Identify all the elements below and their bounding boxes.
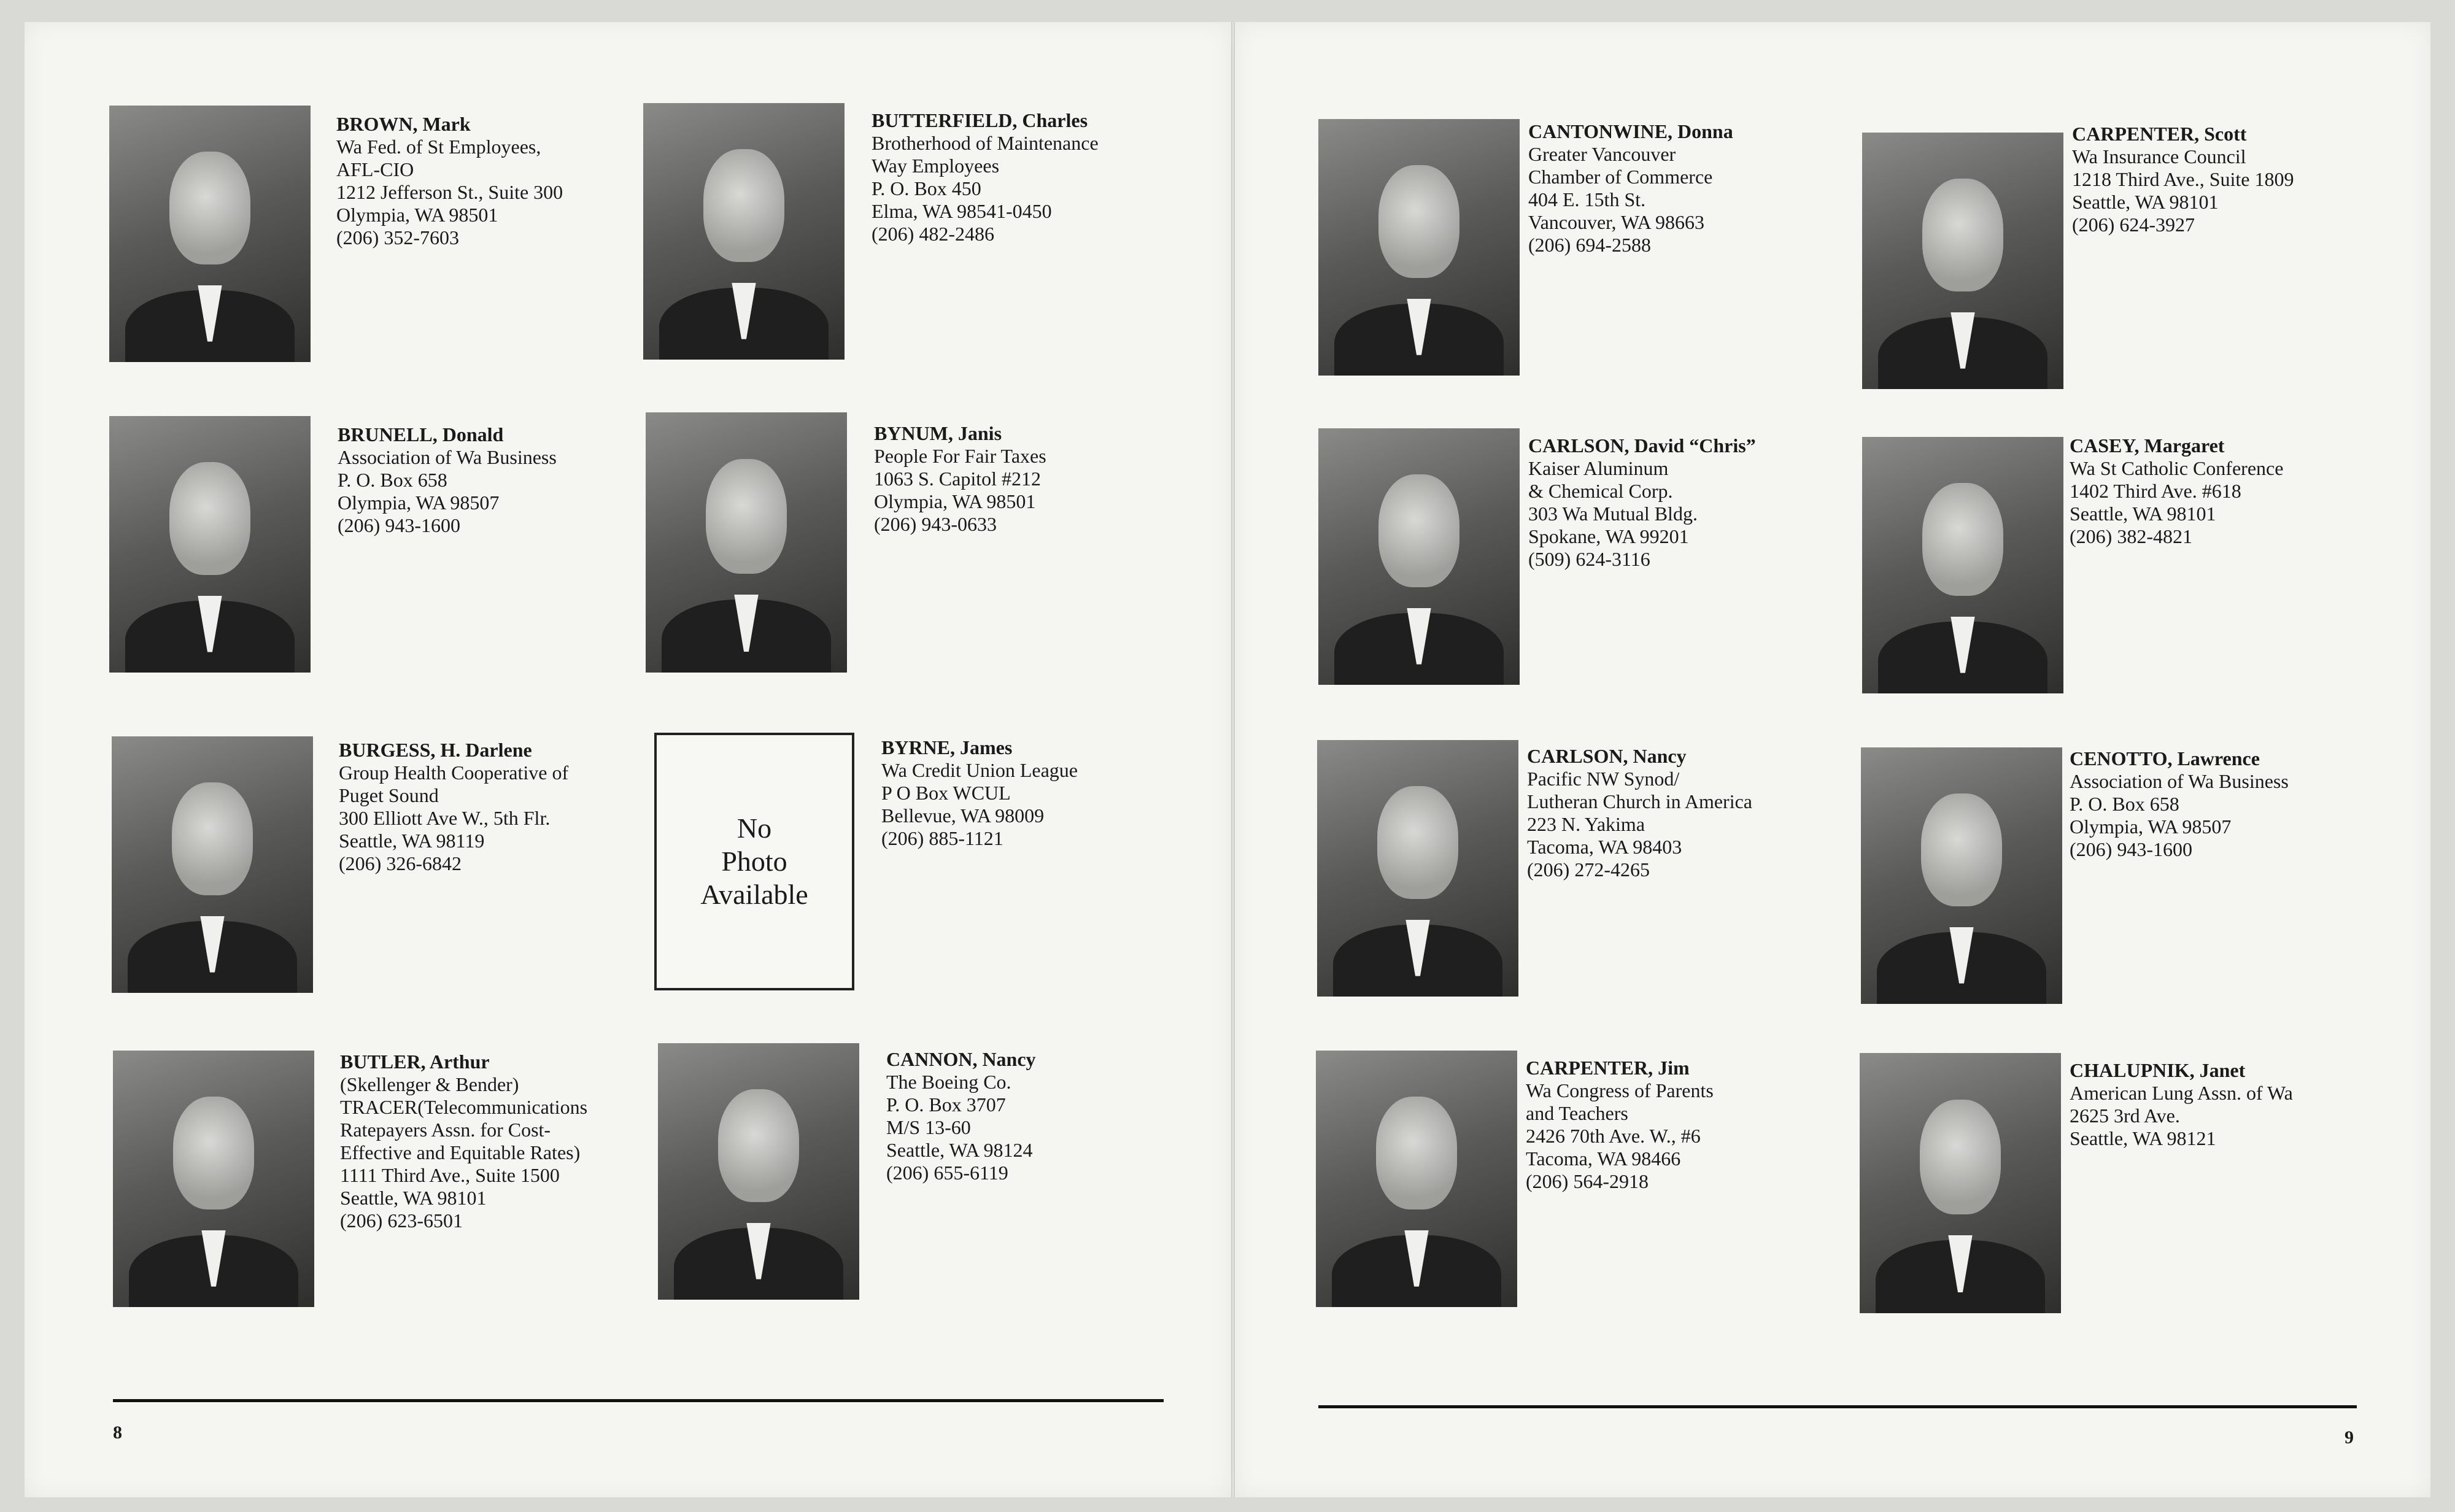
entry-name: BUTTERFIELD, Charles [872, 109, 1088, 131]
entry-line: Tacoma, WA 98403 [1527, 836, 1682, 858]
right-page [1235, 22, 2430, 1497]
entry-line: (206) 482-2486 [872, 223, 994, 245]
footer-rule [1318, 1405, 2357, 1408]
entry-line: Association of Wa Business [338, 446, 557, 468]
entry-line: Seattle, WA 98101 [2070, 503, 2216, 525]
no-photo-text: Available [700, 879, 808, 910]
entry-line: Wa Credit Union League [881, 759, 1078, 781]
directory-entry [2070, 747, 2289, 861]
entry-line: 303 Wa Mutual Bldg. [1528, 503, 1698, 525]
entry-name: BYRNE, James [881, 736, 1013, 758]
entry-line: Bellevue, WA 98009 [881, 804, 1045, 827]
entry-line: 223 N. Yakima [1527, 813, 1645, 835]
portrait-photo [1316, 1051, 1517, 1307]
entry-line: 1063 S. Capitol #212 [874, 468, 1042, 490]
portrait-photo [1861, 747, 2062, 1004]
entry-line: Seattle, WA 98121 [2070, 1127, 2216, 1149]
entry-line: Association of Wa Business [2070, 770, 2289, 792]
page-number: 9 [2345, 1427, 2354, 1448]
entry-line: P. O. Box 658 [2070, 793, 2179, 815]
entry-line: M/S 13-60 [886, 1116, 971, 1138]
directory-entry [881, 736, 1078, 850]
entry-name: CENOTTO, Lawrence [2070, 747, 2260, 770]
entry-name: CHALUPNIK, Janet [2070, 1059, 2246, 1081]
portrait-photo [643, 103, 845, 360]
entry-name: CARPENTER, Jim [1526, 1057, 1690, 1079]
entry-line: Lutheran Church in America [1527, 790, 1752, 812]
directory-entry [1526, 1057, 1714, 1193]
directory-entry [2070, 1059, 2293, 1150]
entry-line: Seattle, WA 98101 [340, 1187, 487, 1209]
entry-line: 1111 Third Ave., Suite 1500 [340, 1164, 560, 1186]
directory-entry [2072, 123, 2294, 236]
directory-entry [339, 739, 568, 875]
portrait-photo [1862, 133, 2063, 389]
footer-rule [113, 1399, 1164, 1402]
entry-line: (206) 382-4821 [2070, 525, 2192, 547]
portrait-photo [1862, 437, 2063, 693]
entry-line: TRACER(Telecommunications [340, 1096, 588, 1118]
left-page [25, 22, 1231, 1497]
entry-line: Seattle, WA 98119 [339, 830, 485, 852]
entry-line: Kaiser Aluminum [1528, 457, 1669, 479]
page-number: 8 [113, 1422, 122, 1443]
entry-line: & Chemical Corp. [1528, 480, 1673, 502]
entry-line: (206) 564-2918 [1526, 1170, 1649, 1192]
entry-name: CARPENTER, Scott [2072, 123, 2247, 145]
entry-line: 1218 Third Ave., Suite 1809 [2072, 168, 2294, 190]
entry-line: Olympia, WA 98507 [2070, 816, 2232, 838]
entry-line: Seattle, WA 98124 [886, 1139, 1033, 1161]
portrait-photo [109, 416, 311, 673]
entry-line: (509) 624-3116 [1528, 548, 1650, 570]
entry-line: (Skellenger & Bender) [340, 1073, 519, 1095]
entry-line: (206) 943-1600 [338, 514, 460, 536]
entry-line: (206) 624-3927 [2072, 214, 2195, 236]
directory-entry [872, 109, 1099, 245]
portrait-photo [1317, 740, 1518, 997]
entry-name: CARLSON, Nancy [1527, 745, 1687, 767]
entry-line: Olympia, WA 98501 [336, 204, 498, 226]
entry-line: (206) 272-4265 [1527, 858, 1650, 881]
entry-line: Way Employees [872, 155, 1000, 177]
directory-entry [874, 422, 1046, 536]
entry-line: 404 E. 15th St. [1528, 188, 1646, 210]
entry-line: P O Box WCUL [881, 782, 1011, 804]
no-photo-placeholder [654, 733, 854, 990]
directory-entry [338, 423, 557, 537]
directory-entry [336, 113, 563, 249]
entry-line: AFL-CIO [336, 158, 414, 180]
entry-line: P. O. Box 3707 [886, 1094, 1006, 1116]
entry-name: BUTLER, Arthur [340, 1051, 490, 1073]
entry-line: Puget Sound [339, 784, 439, 806]
entry-line: Olympia, WA 98501 [874, 490, 1036, 512]
portrait-photo [658, 1043, 859, 1300]
entry-name: CASEY, Margaret [2070, 434, 2225, 457]
entry-line: Seattle, WA 98101 [2072, 191, 2219, 213]
entry-line: (206) 885-1121 [881, 827, 1003, 849]
entry-line: 2426 70th Ave. W., #6 [1526, 1125, 1701, 1147]
directory-entry [2070, 434, 2283, 548]
entry-line: Olympia, WA 98507 [338, 492, 500, 514]
portrait-photo [646, 412, 847, 673]
entry-name: CANTONWINE, Donna [1528, 120, 1733, 142]
entry-name: CARLSON, David “Chris” [1528, 434, 1756, 457]
entry-line: 300 Elliott Ave W., 5th Flr. [339, 807, 551, 829]
directory-entry [1528, 120, 1733, 256]
directory-entry [1527, 745, 1752, 881]
entry-line: (206) 694-2588 [1528, 234, 1651, 256]
entry-line: Wa Fed. of St Employees, [336, 136, 541, 158]
entry-line: Chamber of Commerce [1528, 166, 1713, 188]
entry-line: (206) 943-1600 [2070, 838, 2192, 860]
no-photo-text: No [736, 812, 772, 844]
entry-line: Group Health Cooperative of [339, 762, 569, 784]
entry-line: American Lung Assn. of Wa [2070, 1082, 2293, 1104]
entry-line: and Teachers [1526, 1102, 1628, 1124]
directory-entry [1528, 434, 1756, 571]
entry-name: BRUNELL, Donald [338, 423, 504, 446]
portrait-photo [1318, 119, 1520, 376]
entry-line: 1402 Third Ave. #618 [2070, 480, 2241, 502]
portrait-photo [113, 1051, 314, 1307]
entry-line: Spokane, WA 99201 [1528, 525, 1689, 547]
entry-name: BROWN, Mark [336, 113, 471, 135]
portrait-photo [1860, 1053, 2061, 1313]
entry-line: (206) 326-6842 [339, 852, 462, 874]
entry-line: Effective and Equitable Rates) [340, 1141, 581, 1163]
entry-name: CANNON, Nancy [886, 1048, 1036, 1070]
entry-line: Wa Insurance Council [2072, 145, 2246, 168]
entry-line: People For Fair Taxes [874, 445, 1046, 467]
entry-line: Greater Vancouver [1528, 143, 1676, 165]
entry-line: Elma, WA 98541-0450 [872, 200, 1052, 222]
entry-line: (206) 623-6501 [340, 1209, 463, 1232]
entry-line: Wa St Catholic Conference [2070, 457, 2284, 479]
directory-entry [886, 1048, 1036, 1184]
entry-line: Ratepayers Assn. for Cost- [340, 1119, 551, 1141]
portrait-photo [1318, 428, 1520, 685]
entry-line: Pacific NW Synod/ [1527, 768, 1680, 790]
entry-line: Vancouver, WA 98663 [1528, 211, 1704, 233]
entry-line: The Boeing Co. [886, 1071, 1011, 1093]
entry-line: 1212 Jefferson St., Suite 300 [336, 181, 563, 203]
entry-line: 2625 3rd Ave. [2070, 1105, 2180, 1127]
directory-entry [340, 1051, 587, 1232]
entry-line: (206) 943-0633 [874, 513, 997, 535]
entry-line: (206) 655-6119 [886, 1162, 1008, 1184]
entry-name: BYNUM, Janis [874, 422, 1002, 444]
entry-line: (206) 352-7603 [336, 226, 459, 249]
entry-line: P. O. Box 658 [338, 469, 447, 491]
portrait-photo [109, 106, 311, 362]
entry-line: Brotherhood of Maintenance [872, 132, 1099, 154]
booklet-spread [25, 22, 2430, 1497]
portrait-photo [112, 736, 313, 993]
no-photo-text: Photo [721, 846, 787, 877]
entry-line: Wa Congress of Parents [1526, 1079, 1714, 1101]
entry-name: BURGESS, H. Darlene [339, 739, 532, 761]
entry-line: Tacoma, WA 98466 [1526, 1148, 1681, 1170]
entry-line: P. O. Box 450 [872, 177, 981, 199]
